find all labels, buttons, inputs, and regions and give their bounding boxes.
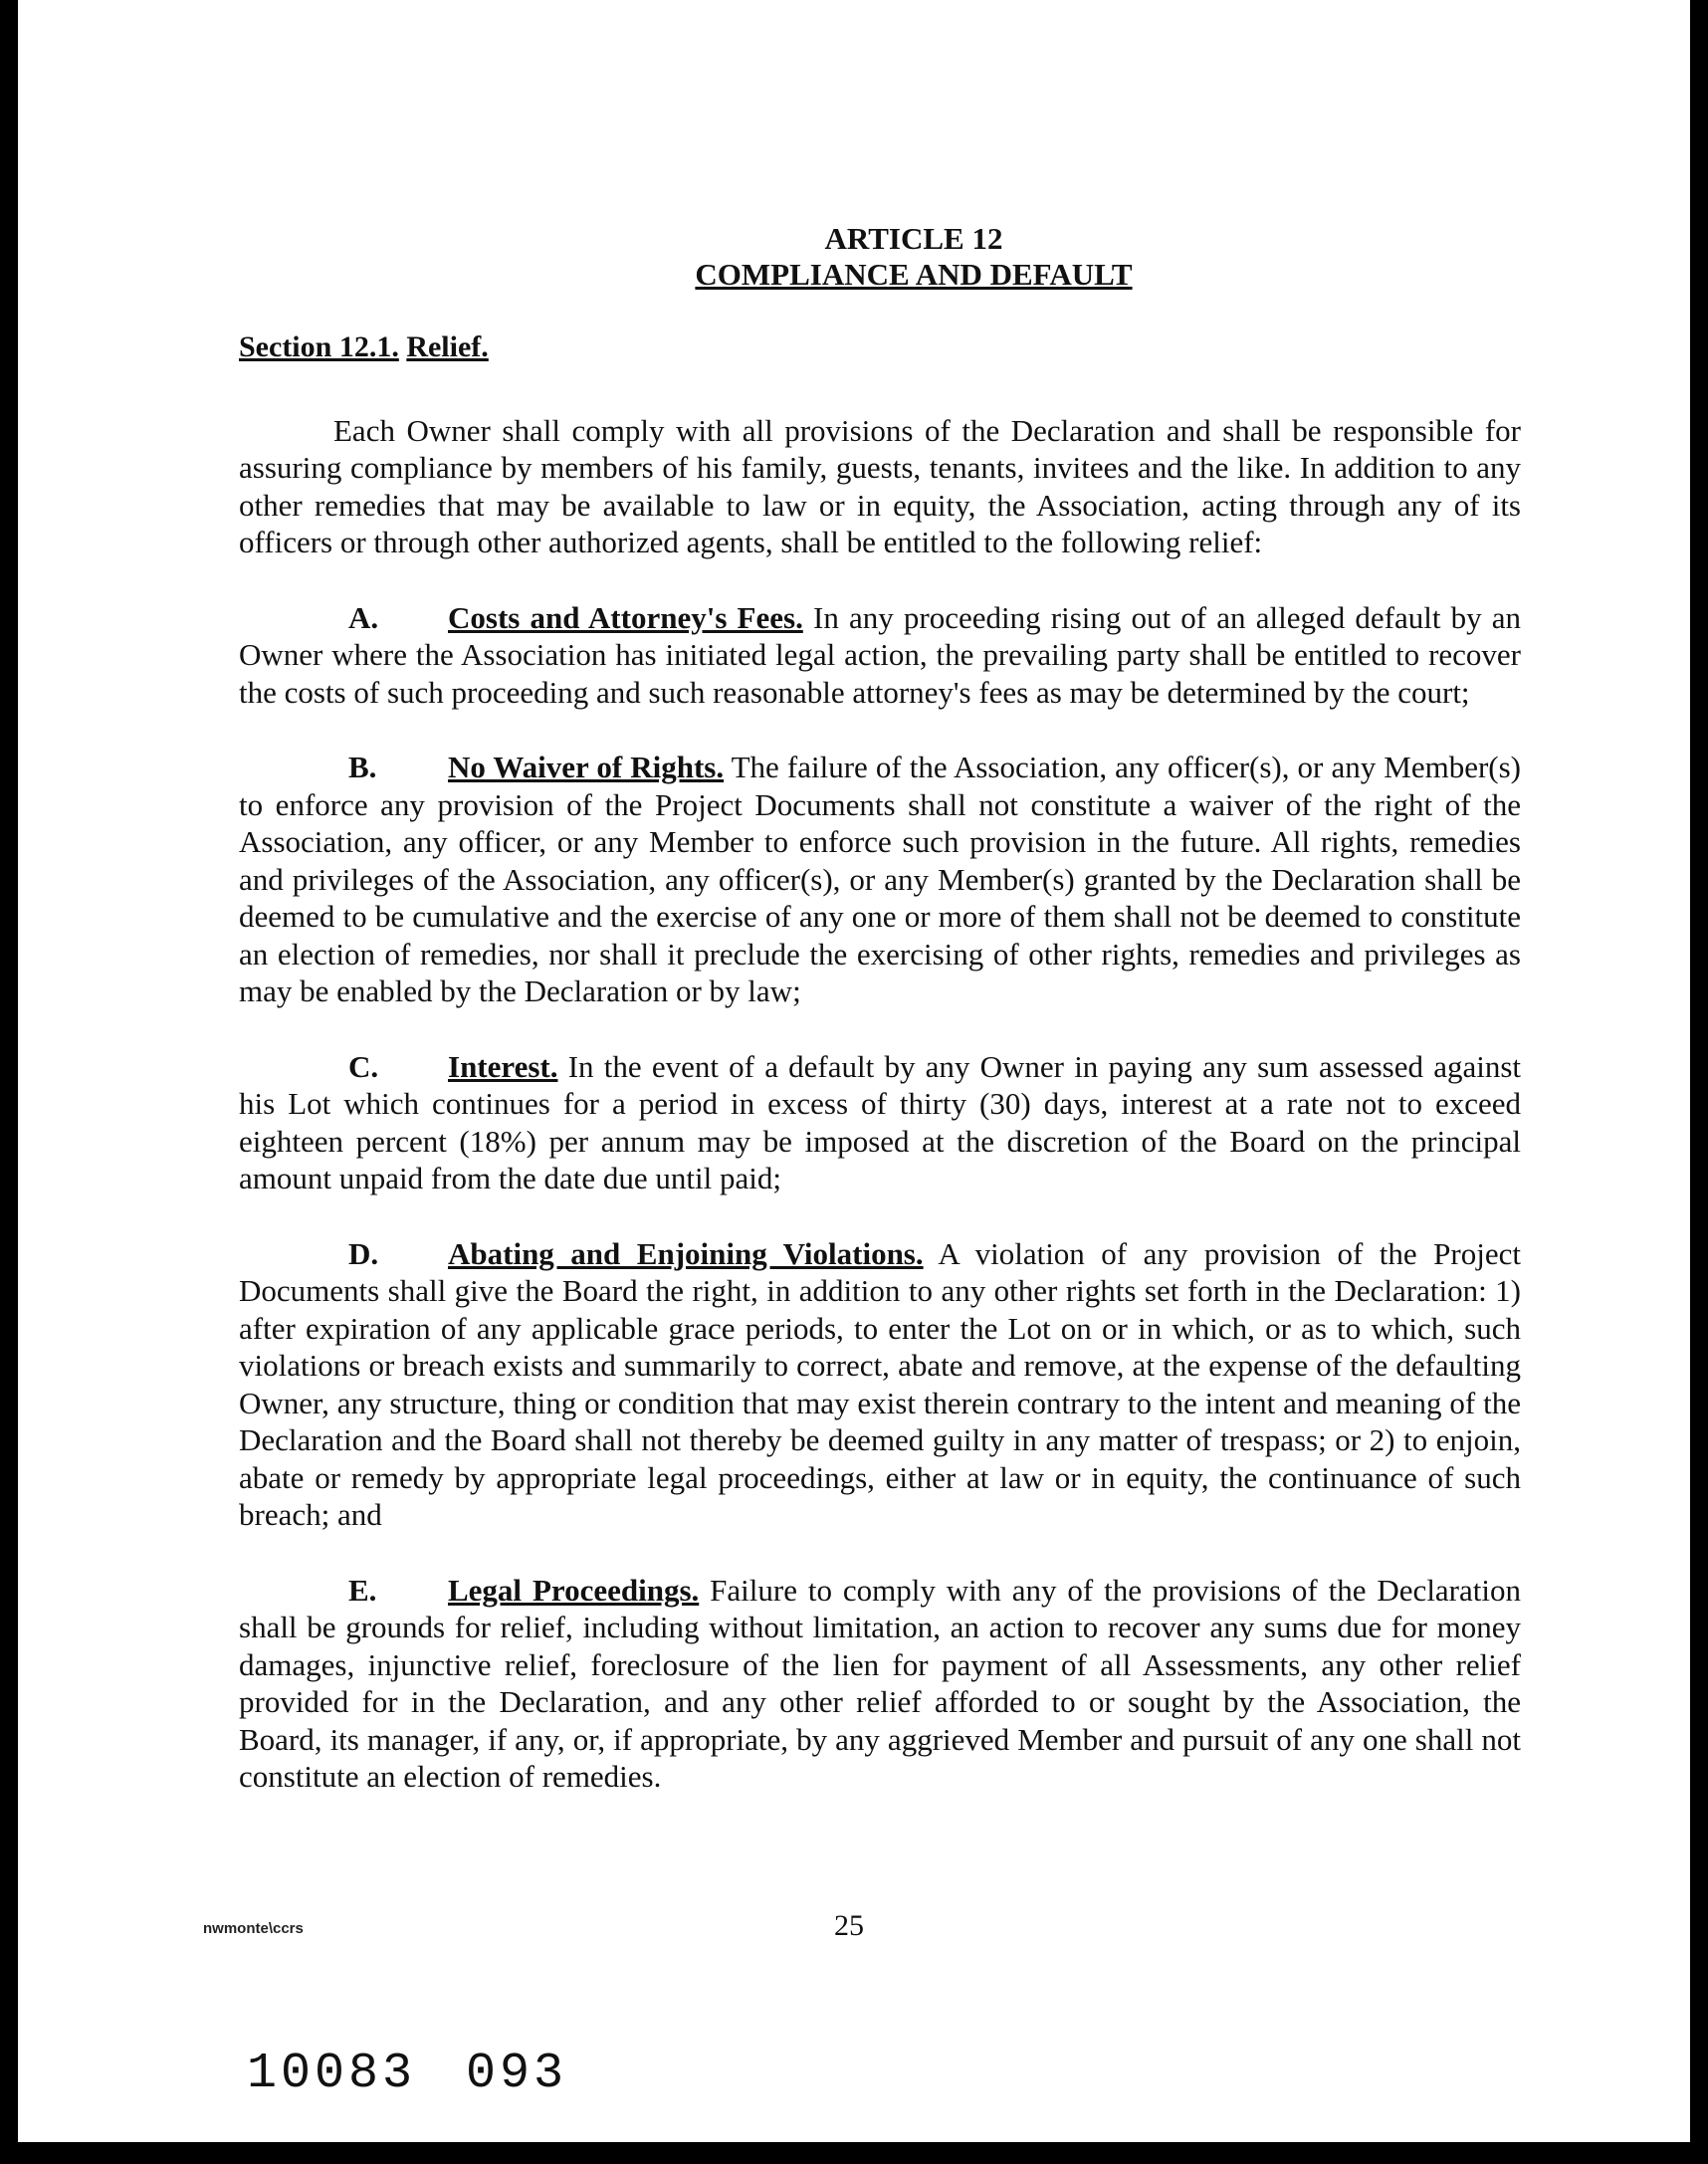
section-heading [239, 328, 1521, 366]
bates-stamp [247, 2046, 567, 2102]
item-letter: C. [348, 1048, 379, 1084]
list-item-e [239, 1572, 1521, 1796]
page-number: 25 [834, 1909, 864, 1942]
intro-paragraph: Each Owner shall comply with all provisions of the Declaration and shall be responsible for assuring compliance by members of his family, guests, tenants, invitees and the like. In addition to any other remedies that may be available to law or in equity, the Association, acting through any of its officers or through other authorized agents, shall be entitled to the following relief: [239, 412, 1521, 559]
stamp-left: 10083 [247, 2046, 417, 2102]
list-item-c [239, 1048, 1521, 1197]
list-item-d [239, 1235, 1521, 1534]
item-letter: E. [348, 1572, 377, 1608]
item-text: Failure to comply with any of the provisions of the Declaration shall be grounds for relief, including without limitation, an action to recover any sums due for money damages, injunctive relief, foreclosure of the lien for payment of all Assessments, any other relief provided for in the Declaration, and any other relief afforded to or sought by the Association, the Board, its manager, if any, or, if appropriate, by any aggrieved Member and pursuit of any one shall not constitute an election of remedies. [239, 1572, 1521, 1794]
item-title: Abating and Enjoining Violations. [448, 1235, 924, 1271]
file-code: nwmonte\ccrs [203, 1920, 304, 1937]
item-text: The failure of the Association, any officer(s), or any Member(s) to enforce any provision of the Project Documents shall not constitute a waiver of the right of the Association, any officer, or any Member to enforce such provision in the future. All rights, remedies and privileges of the Association, any officer(s), or any Member(s) granted by the Declaration shall be deemed to be cumulative and the exercise of any one or more of them shall not be deemed to constitute an election of remedies, nor shall it preclude the exercising of other rights, remedies and privileges as may be enabled by the Declaration or by law; [239, 750, 1522, 1008]
document-page [18, 0, 1690, 2142]
section-label: Section 12.1. [239, 330, 399, 363]
stamp-right: 093 [466, 2046, 568, 2102]
item-title: Interest. [448, 1048, 558, 1084]
article-heading [307, 221, 1521, 293]
item-letter: D. [348, 1235, 379, 1271]
item-title: No Waiver of Rights. [448, 750, 725, 784]
item-letter: B. [348, 750, 377, 784]
item-title: Legal Proceedings. [448, 1572, 700, 1608]
item-text: A violation of any provision of the Project Documents shall give the Board the right, in addition to any other rights set forth in the Declaration: 1) after expiration of any applicable grace periods, to enter the Lot on or in which, or as to which, such violations or breach exists and summarily to correct, abate and remove, at the expense of the defaulting Owner, any structure, thing or condition that may exist therein contrary to the intent and meaning of the Declaration and the Board shall not thereby be deemed guilty in any matter of trespass; or 2) to enjoin, abate or remedy by appropriate legal proceedings, either at law or in equity, the continuance of such breach; and [239, 1235, 1521, 1532]
article-number: ARTICLE 12 [824, 221, 1003, 256]
item-text: In any proceeding rising out of an alleged default by an Owner where the Association has initiated legal action, the prevailing party shall be entitled to recover the costs of such proceeding and such reasonable attorney's fees as may be determined by the court; [239, 599, 1522, 710]
list-item-a [239, 599, 1521, 712]
item-letter: A. [348, 599, 379, 635]
article-title: COMPLIANCE AND DEFAULT [695, 257, 1133, 292]
item-text: In the event of a default by any Owner in paying any sum assessed against his Lot which continues for a period in excess of thirty (30) days, interest at a rate not to exceed eighteen percent (18%) per annum may be imposed at the discretion of the Board on the principal amount unpaid from the date due until paid; [239, 1048, 1522, 1195]
document-body [239, 221, 1521, 1796]
item-title: Costs and Attorney's Fees. [448, 599, 803, 635]
section-title: Relief. [406, 330, 489, 363]
list-item-b [239, 749, 1521, 1010]
